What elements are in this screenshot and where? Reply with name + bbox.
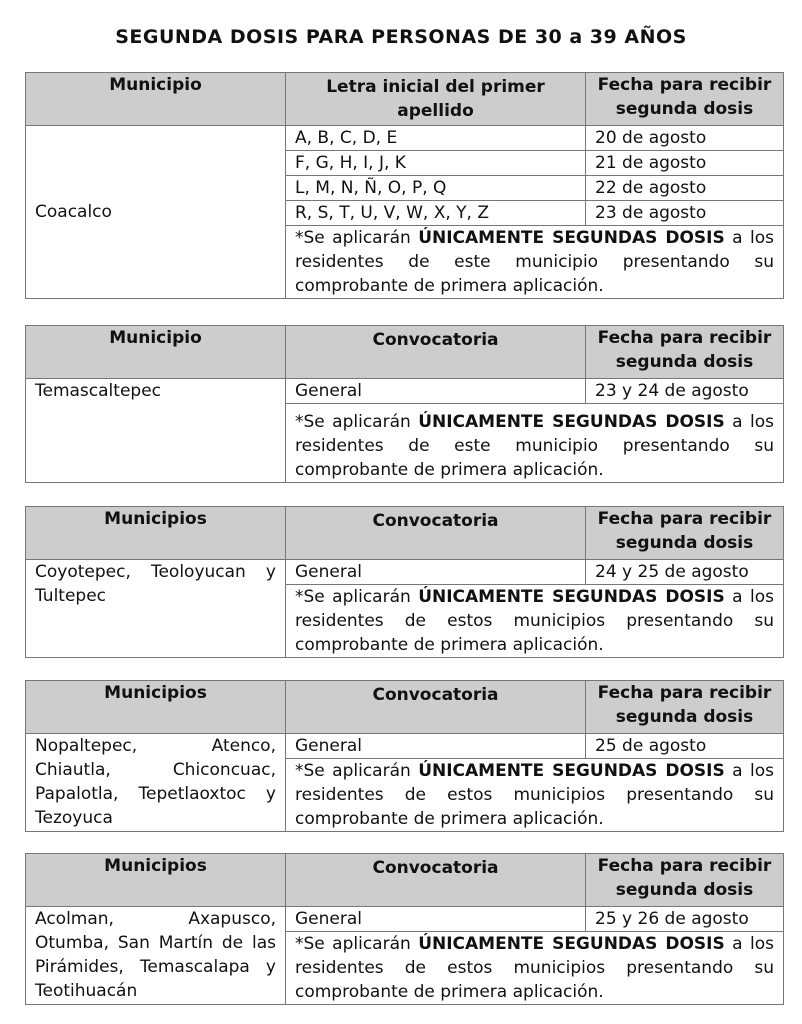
- table-row: [26, 379, 784, 404]
- header-municipio: Municipio: [26, 73, 286, 126]
- date-cell: 22 de agosto: [586, 176, 784, 201]
- header-municipio: Municipio: [26, 326, 286, 379]
- date-cell: 20 de agosto: [586, 126, 784, 151]
- header-convocatoria: Convocatoria: [286, 507, 586, 560]
- header-fecha: Fecha para recibir segunda dosis: [586, 326, 784, 379]
- header-fecha: Fecha para recibir segunda dosis: [586, 854, 784, 907]
- note-cell: *Se aplicarán ÚNICAMENTE SEGUNDAS DOSIS a los residentes de este municipio presentando su comprobante de primera aplicación.: [286, 226, 784, 299]
- header-municipios: Municipios: [26, 507, 286, 560]
- municipio-cell: Nopaltepec, Atenco, Chiautla, Chiconcuac, Papalotla, Tepetlaoxtoc y Tezoyuca: [26, 734, 286, 832]
- schedule-table-nopaltepec: [25, 680, 784, 832]
- table-row: [26, 734, 784, 759]
- note-cell: *Se aplicarán ÚNICAMENTE SEGUNDAS DOSIS a los residentes de este municipio presentando su comprobante de primera aplicación.: [286, 404, 784, 483]
- table-header-row: [26, 73, 784, 126]
- header-fecha: Fecha para recibir segunda dosis: [586, 73, 784, 126]
- schedule-table-temascaltepec: [25, 325, 784, 483]
- date-cell: 24 y 25 de agosto: [586, 560, 784, 585]
- date-cell: 21 de agosto: [586, 151, 784, 176]
- note-cell: *Se aplicarán ÚNICAMENTE SEGUNDAS DOSIS a los residentes de estos municipios presentando su comprobante de primera aplicación.: [286, 759, 784, 832]
- convocatoria-cell: General: [286, 560, 586, 585]
- table-header-row: [26, 681, 784, 734]
- letters-cell: F, G, H, I, J, K: [286, 151, 586, 176]
- note-cell: *Se aplicarán ÚNICAMENTE SEGUNDAS DOSIS a los residentes de estos municipios presentando su comprobante de primera aplicación.: [286, 932, 784, 1005]
- header-letra-inicial: Letra inicial del primer apellido: [286, 73, 586, 126]
- municipio-cell: Temascaltepec: [26, 379, 286, 483]
- date-cell: 25 y 26 de agosto: [586, 907, 784, 932]
- schedule-table-acolman: [25, 853, 784, 1005]
- table-row: [26, 126, 784, 151]
- header-municipios: Municipios: [26, 681, 286, 734]
- header-convocatoria: Convocatoria: [286, 681, 586, 734]
- convocatoria-cell: General: [286, 907, 586, 932]
- table-header-row: [26, 854, 784, 907]
- header-convocatoria: Convocatoria: [286, 854, 586, 907]
- municipio-cell: Coacalco: [26, 126, 286, 299]
- table-header-row: [26, 507, 784, 560]
- municipio-cell: Acolman, Axapusco, Otumba, San Martín de las Pirámides, Temascalapa y Teotihuacán: [26, 907, 286, 1005]
- header-fecha: Fecha para recibir segunda dosis: [586, 681, 784, 734]
- date-cell: 23 de agosto: [586, 201, 784, 226]
- table-header-row: [26, 326, 784, 379]
- note-cell: *Se aplicarán ÚNICAMENTE SEGUNDAS DOSIS a los residentes de estos municipios presentando su comprobante de primera aplicación.: [286, 585, 784, 658]
- page-title: SEGUNDA DOSIS PARA PERSONAS DE 30 a 39 AÑOS: [115, 26, 687, 48]
- table-row: [26, 907, 784, 932]
- header-convocatoria: Convocatoria: [286, 326, 586, 379]
- date-cell: 25 de agosto: [586, 734, 784, 759]
- table-row: [26, 560, 784, 585]
- schedule-table-coacalco: [25, 72, 784, 299]
- date-cell: 23 y 24 de agosto: [586, 379, 784, 404]
- letters-cell: L, M, N, Ñ, O, P, Q: [286, 176, 586, 201]
- municipio-cell: Coyotepec, Teoloyucan y Tultepec: [26, 560, 286, 658]
- schedule-table-coyotepec: [25, 506, 784, 658]
- letters-cell: R, S, T, U, V, W, X, Y, Z: [286, 201, 586, 226]
- convocatoria-cell: General: [286, 734, 586, 759]
- header-municipios: Municipios: [26, 854, 286, 907]
- letters-cell: A, B, C, D, E: [286, 126, 586, 151]
- header-fecha: Fecha para recibir segunda dosis: [586, 507, 784, 560]
- convocatoria-cell: General: [286, 379, 586, 404]
